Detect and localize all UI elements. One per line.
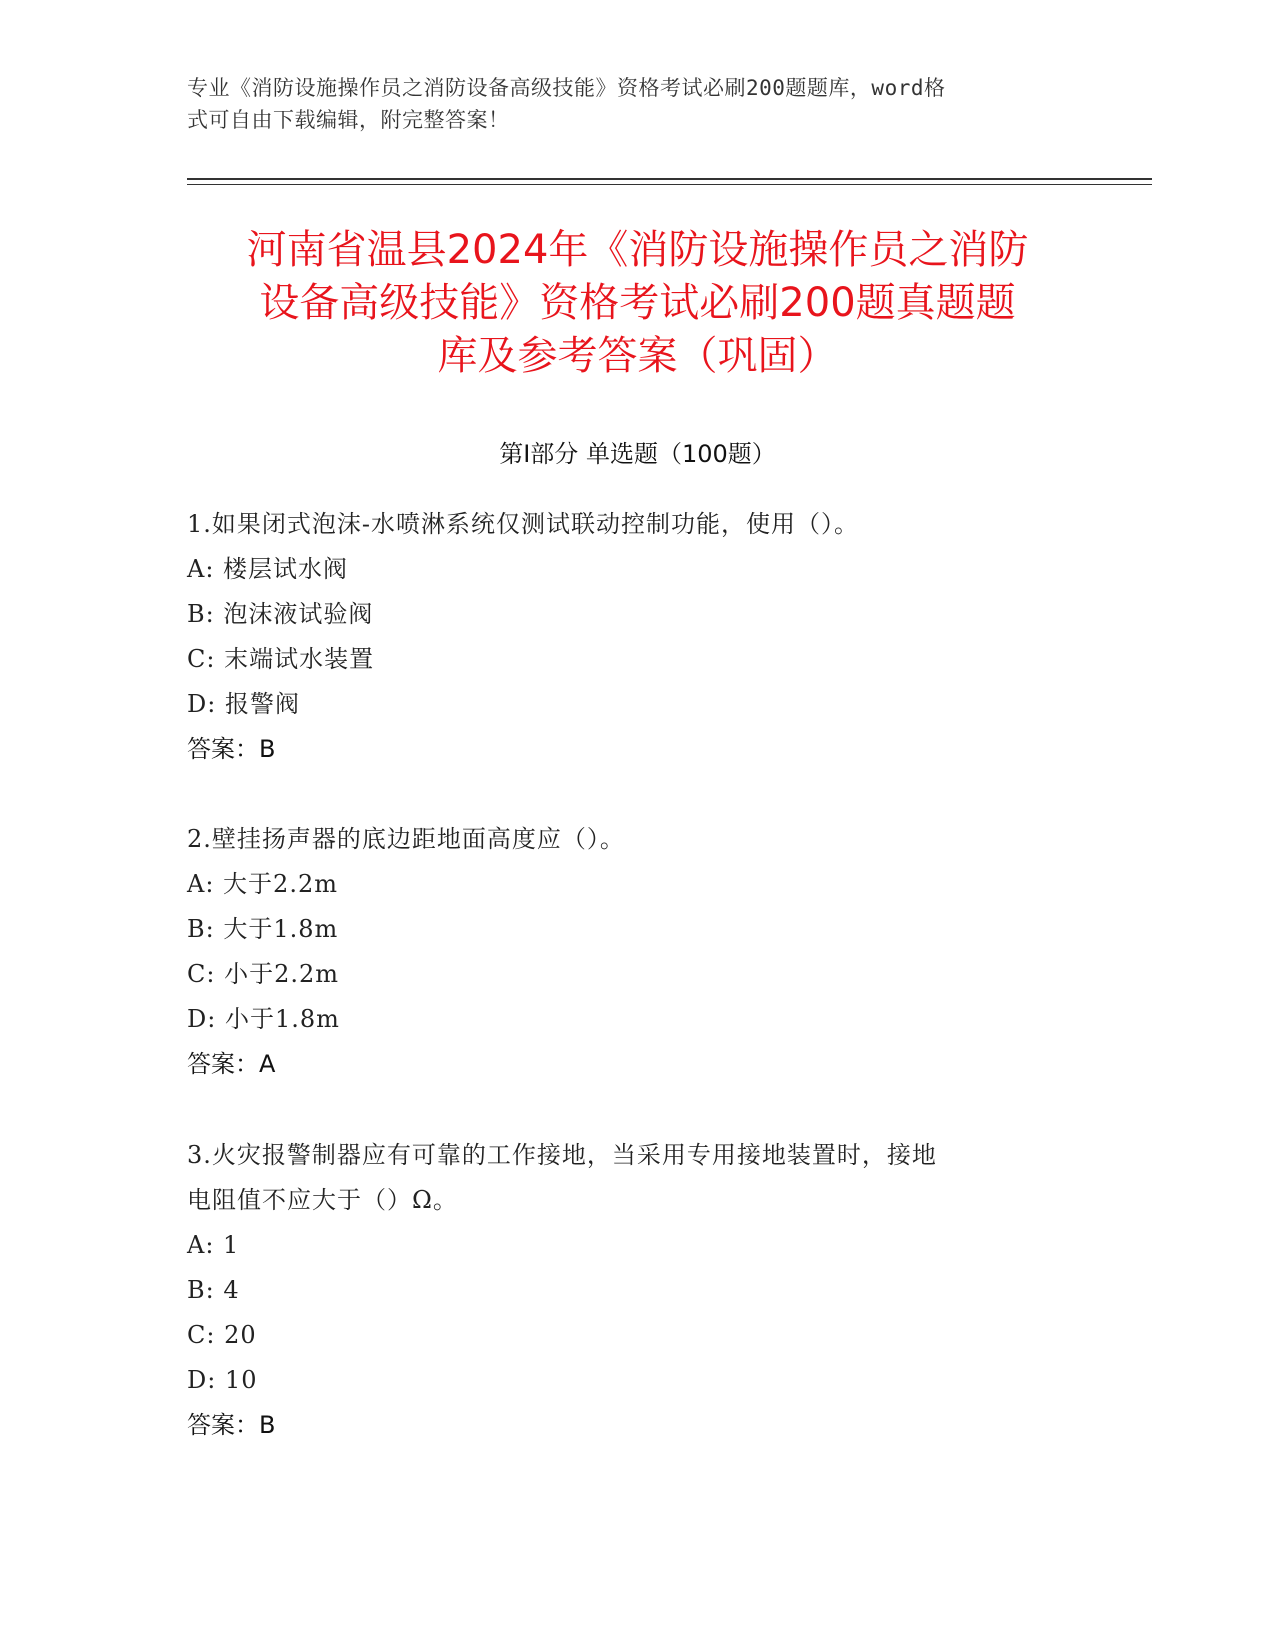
option-d: D: 小于1.8m [187, 1005, 340, 1033]
header-note-line-2: 式可自由下载编辑，附完整答案！ [187, 108, 510, 132]
document-title-line-3: 库及参考答案（巩固） [437, 333, 838, 379]
option-d: D: 报警阀 [187, 690, 300, 718]
option-b: B: 泡沫液试验阀 [187, 600, 374, 628]
question-1 [187, 502, 1067, 772]
header-divider-thick [187, 178, 1152, 180]
answer: 答案：B [187, 1411, 276, 1439]
document-title-line-2: 设备高级技能》资格考试必刷200题真题题 [259, 280, 1016, 326]
option-b: B: 4 [187, 1276, 240, 1304]
document-title-line-1: 河南省温县2024年《消防设施操作员之消防 [246, 227, 1029, 273]
question-stem-line-1: 3.火灾报警制器应有可靠的工作接地，当采用专用接地装置时，接地 [187, 1141, 937, 1169]
question-stem: 1.如果闭式泡沫-水喷淋系统仅测试联动控制功能，使用（）。 [187, 510, 860, 538]
answer: 答案：A [187, 1050, 276, 1078]
option-c: C: 20 [187, 1321, 257, 1349]
question-stem-line-2: 电阻值不应大于（）Ω。 [187, 1186, 458, 1214]
answer: 答案：B [187, 735, 276, 763]
document-title [170, 224, 1105, 383]
question-stem: 2.壁挂扬声器的底边距地面高度应（）。 [187, 825, 625, 853]
question-3 [187, 1133, 1067, 1448]
option-c: C: 小于2.2m [187, 960, 340, 988]
question-2 [187, 817, 1067, 1087]
option-b: B: 大于1.8m [187, 915, 339, 943]
option-c: C: 末端试水装置 [187, 645, 375, 673]
option-d: D: 10 [187, 1366, 258, 1394]
option-a: A: 大于2.2m [187, 870, 338, 898]
header-note-line-1: 专业《消防设施操作员之消防设备高级技能》资格考试必刷200题题库，word格 [187, 76, 946, 100]
option-a: A: 1 [187, 1231, 240, 1259]
header-divider-thin [187, 184, 1152, 185]
option-a: A: 楼层试水阀 [187, 555, 349, 583]
header-note [187, 72, 1067, 136]
section-title: 第Ⅰ部分 单选题（100题） [499, 440, 776, 468]
